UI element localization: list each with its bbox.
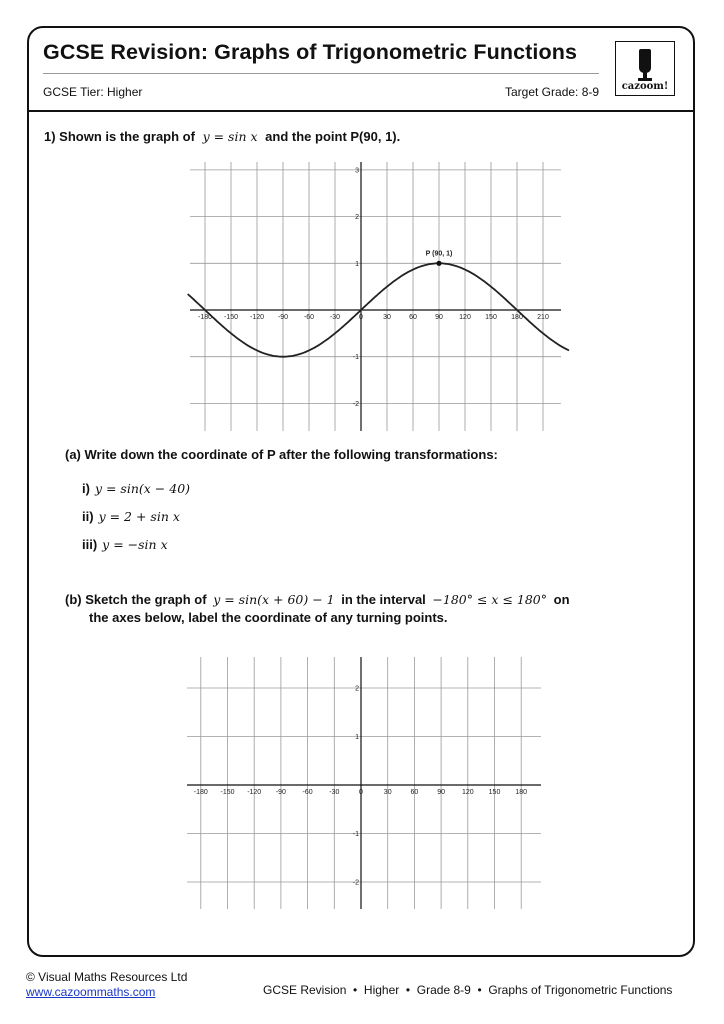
x-tick-label: 150 [488,789,501,796]
y-tick-label: -2 [352,400,359,408]
x-tick-label: 210 [537,314,549,321]
x-tick-label: -30 [329,314,341,321]
point-p-marker [436,261,441,266]
x-tick-label: 150 [485,314,497,321]
y-tick-label: 3 [355,167,359,175]
part-a-item-1-equation: y = sin(x − 40) [94,481,191,496]
part-b-equation: y = sin(x + 60) − 1 [213,592,335,607]
part-b-interval: −180° ≤ x ≤ 180° [432,592,548,607]
x-tick-label: -120 [249,314,265,321]
website-link[interactable]: www.cazoommaths.com [26,985,156,999]
x-tick-label: 90 [435,314,443,321]
part-b-suffix: on [553,592,570,607]
y-tick-label: 1 [355,260,359,268]
x-tick-label: 30 [383,789,392,796]
tier-label: GCSE Tier: Higher [43,85,143,99]
part-a-item-2 [82,509,180,524]
y-tick-label: 2 [355,214,359,222]
x-tick-label: -90 [275,789,286,796]
sine-graph [180,158,570,438]
question-1 [44,129,400,144]
x-tick-label: 120 [461,789,474,796]
x-tick-label: -180 [197,314,213,321]
point-p-label: P (90, 1) [425,250,453,258]
part-a-item-1-label: i) [82,481,90,496]
logo-wordmark: cazoom! [621,81,669,92]
page-title: GCSE Revision: Graphs of Trigonometric Functions [43,40,577,64]
logo-glass-icon [639,49,651,73]
header-divider [27,110,695,112]
question-1-equation: y = sin x [202,129,258,144]
footer-breadcrumb: GCSE Revision • Higher • Grade 8-9 • Graphs of Trigonometric Functions [263,983,673,997]
x-tick-label: -150 [220,789,235,796]
x-tick-label: -120 [247,789,262,796]
x-tick-label: 0 [359,314,363,321]
x-tick-label: 60 [410,789,419,796]
x-tick-label: -150 [223,314,239,321]
title-underline [43,73,599,74]
y-tick-label: 2 [355,685,359,693]
x-tick-label: 90 [437,789,445,796]
x-tick-label: -180 [193,789,208,796]
part-a-item-1 [82,481,190,496]
part-b-line2: the axes below, label the coordinate of any turning points. [89,610,448,625]
part-b-prefix: (b) Sketch the graph of [65,592,207,607]
x-tick-label: -30 [329,789,340,796]
part-a-item-2-label: ii) [82,509,94,524]
x-tick-label: 0 [359,789,363,796]
x-tick-label: 120 [459,314,471,321]
y-tick-label: -1 [352,354,359,362]
question-1-suffix: and the point P(90, 1). [265,129,401,144]
y-tick-label: -2 [352,879,359,887]
x-tick-label: -60 [303,314,315,321]
copyright: © Visual Maths Resources Ltd [26,970,188,984]
part-a-prompt: (a) Write down the coordinate of P after the following transformations: [65,447,498,462]
x-tick-label: 180 [515,789,528,796]
part-b-prompt [65,592,570,607]
x-tick-label: 30 [383,314,391,321]
question-1-prefix: 1) Shown is the graph of [44,129,195,144]
part-a-item-3 [82,537,168,552]
grade-label: Target Grade: 8-9 [505,85,600,99]
y-tick-label: 1 [355,734,359,741]
y-tick-label: -1 [352,831,359,838]
x-tick-label: -60 [302,789,313,796]
part-b-middle: in the interval [341,592,426,607]
part-a-item-3-equation: y = −sin x [102,537,168,552]
x-tick-label: -90 [277,314,289,321]
blank-sketch-axes [184,655,546,913]
part-a-item-3-label: iii) [82,537,98,552]
part-a-item-2-equation: y = 2 + sin x [98,509,180,524]
cazoom-logo [615,41,675,96]
x-tick-label: 180 [511,314,523,321]
x-tick-label: 60 [409,314,417,321]
